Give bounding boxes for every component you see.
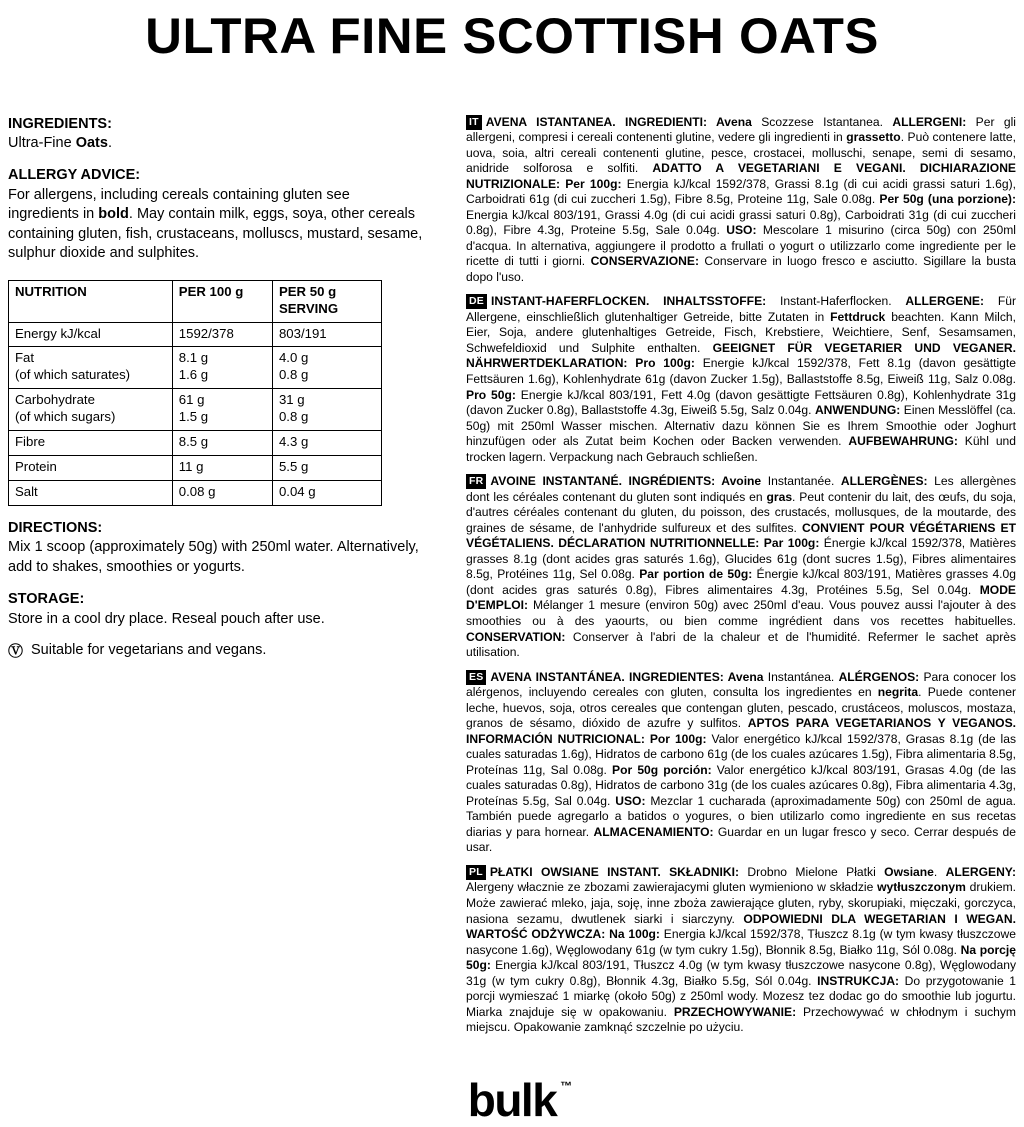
table-row — [9, 455, 382, 480]
row-per50-sub: 0.8 g — [278, 409, 309, 425]
product-label-page — [0, 10, 1024, 1127]
row-name — [9, 389, 173, 431]
allergy-advice-label: ALLERGY ADVICE: — [8, 167, 141, 184]
language-code-es: ES — [466, 670, 486, 685]
row-per50-text: 0.04 g — [278, 483, 316, 499]
table-row — [9, 389, 382, 431]
content-columns — [0, 63, 1024, 1045]
ingredients-text-bold: Oats — [75, 135, 108, 152]
row-per100-text: 8.1 g — [178, 350, 209, 366]
language-block-pl — [466, 865, 1016, 1036]
header-nutrition: NUTRITION — [9, 280, 173, 322]
language-block-fr — [466, 474, 1016, 660]
row-per100 — [172, 347, 272, 389]
ingredients-text-post: . — [107, 135, 112, 152]
row-per100-text: 8.5 g — [178, 433, 209, 449]
row-per100-text: 0.08 g — [178, 483, 216, 499]
row-name-sub: (of which sugars) — [15, 409, 116, 425]
language-text-de: INSTANT-HAFERFLOCKEN. INHALTSSTOFFE: Instant-Haferflocken. ALLERGENE: Für Allergene, einschließlich glutenhaltiger Getreide, bitte Zutaten in Fettdruck beachten. Kann Milch, Eier, Soja, andere glutenhaltiges Getreide, Fisch, Krebstiere, Weichtiere, Senf, Sesamsamen, Schwefeldioxid und Sulphite enthalten. GEEIGNET FÜR VEGETARIER UND VEGANER. NÄHRWERTDEKLARATION: Pro 100g: Energie kJ/kcal 1592/378, Fett 8.1g (davon gesättigte Fettsäuren 1.6g), Kohlenhydrate 61g (davon Zucker 1.5g), Ballaststoffe 8.5g, Eiweiß 11g, Salz 0.08g. Pro 50g: Energie kJ/kcal 803/191, Fett 4.0g (davon gesättigte Fettsäuren 0.8g), Kohlenhydrate 31g (davon Zucker 0.8g), Ballaststoffe 4.3g, Eiweiß 5.5g, Salz 0.04g. ANWENDUNG: Einen Messlöffel (ca. 50g) mit 250ml Wasser mischen. Alternativ dazu können Sie es Ihrem Smoothie oder Joghurt hinzufügen oder als Zutat beim Kochen oder Backen verwenden. AUFBEWAHRUNG: Kühl und trocken lagern. Verpackung nach Gebrauch schließen. — [466, 294, 1017, 464]
allergy-advice-text — [8, 186, 438, 264]
allergy-line-4: sulphur dioxide and sulphites. — [8, 245, 200, 262]
row-per50-text: 5.5 g — [278, 458, 309, 474]
vegetarian-suitability — [8, 642, 438, 660]
page-title: ULTRA FINE SCOTTISH OATS — [145, 8, 879, 64]
language-text-it: AVENA ISTANTANEA. INGREDIENTI: Avena Scozzese Istantanea. ALLERGENI: Per gli allergeni, compresi i cereali contenenti glutine, vedere gli ingredienti in grassetto. Può contenere latte, uova, soia, altri cereali contenenti glutine, pesce, crostacei, molluschi, senape, semi di sesamo, anidride solforosa e solfiti. ADATTO A VEGETARIANI E VEGANI. DICHIARAZIONE NUTRIZIONALE: Per 100g: Energia kJ/kcal 1592/378, Grassi 8.1g (di cui acidi grassi saturi 1.6g), Carboidrati 61g (di cui zuccheri 1.5g), Fibre 8.5g, Proteine 11g, Sale 0.08g. Per 50g (una porzione): Energia kJ/kcal 803/191, Grassi 4.0g (di cui acidi grassi saturi 0.8g), Carboidrati 31g (di cui zuccheri 0.8g), Fibre 4.3g, Proteine 5.5g, Sale 0.04g. USO: Mescolare 1 misurino (circa 50g) con 250ml d'acqua. In alternativa, aggiungere il prodotto a frullati o yogurt o utilizzarlo come ingrediente per le ricette di tutti i giorni. CONSERVAZIONE: Conservare in luogo fresco e asciutto. Sigillare la busta dopo l'uso. — [466, 114, 1016, 284]
vegetarian-text: Suitable for vegetarians and vegans. — [31, 642, 267, 659]
row-name — [9, 430, 173, 455]
directions-line-2: add to shakes, smoothies or yogurts. — [8, 558, 245, 575]
row-per50-text: 4.0 g — [278, 350, 309, 366]
brand-logo-text: bulk — [467, 1074, 557, 1126]
spacer — [8, 506, 438, 519]
row-per100-text: 1592/378 — [178, 325, 234, 341]
allergy-bold-word: bold — [98, 206, 129, 223]
row-per100-sub: 1.6 g — [178, 367, 209, 383]
language-code-fr: FR — [466, 474, 486, 489]
row-name-text: Fat — [15, 350, 35, 366]
row-name — [9, 347, 173, 389]
multilingual-column — [466, 115, 1016, 1045]
allergy-line-2a: ingredients in — [8, 206, 99, 223]
storage-text: Store in a cool dry place. Reseal pouch after use. — [8, 610, 325, 627]
language-code-de: DE — [466, 294, 487, 309]
allergy-line-2b: . May contain milk, eggs, soya, other cereals — [128, 206, 415, 223]
language-text-fr: AVOINE INSTANTANÉ. INGRÉDIENTS: Avoine Instantanée. ALLERGÈNES: Les allergènes dont les céréales contenant du gluten sont indiqués en gras. Peut contenir du lait, des œufs, du soja, d'autres céréales contenant du gluten, du poisson, des crustacés, mollusques, de la moutarde, des graines de sésame, de l'anhydride sulfureux et des sulfites. CONVIENT POUR VÉGÉTARIENS ET VÉGÉTALIENS. DÉCLARATION NUTRITIONNELLE: Par 100g: Énergie kJ/kcal 1592/378, Matières grasses 8.1g (dont acides gras saturés 1.6g), Glucides 61g (dont sucres 1.5g), Fibres alimentaires 8.5g, Protéines 11g, Sel 0.08g. Par portion de 50g: Énergie kJ/kcal 803/191, Matières grasses 4.0g (dont acides gras saturés 0.8g), Fibres alimentaires 4.3g, Protéines 5.5g, Sel 0.04g. MODE D'EMPLOI: Mélanger 1 mesure (environ 50g) avec 250ml d'eau. Vous pouvez aussi l'ajouter à des smoothies ou à des yaourts, ou bien comme ingrédient dans vos recettes habituelles. CONSERVATION: Conserver à l'abri de la chaleur et de l'humidité. Refermer le sachet après utilisation. — [466, 474, 1016, 660]
row-per100-text: 61 g — [178, 392, 205, 408]
spacer — [8, 153, 438, 166]
trademark-symbol: ™ — [560, 1079, 573, 1093]
language-text-pl: PŁATKI OWSIANE INSTANT. SKŁADNIKI: Drobno Mielone Płatki Owsiane. ALERGENY: Alergeny włacznie ze zbozami zawierajacymi gluten wymieniono w składzie wytłuszczonym drukiem. Może zawierać mleko, jaja, soję, inne zboża zawierające gluten, ryby, skorupiaki, mięczaki, gorczyca, nasiona sezamu, dwutlenek siarki i siarczyny. ODPOWIEDNI DLA WEGETARIAN I WEGAN. WARTOŚĆ ODŻYWCZA: Na 100g: Energia kJ/kcal 1592/378, Tłuszcz 8.1g (w tym kwasy tłuszczowe nasycone 1.6g), Węglowodany 61g (w tym cukry 1.5g), Błonnik 8.5g, Białko 11g, Sól 0.08g. Na porcję 50g: Energia kJ/kcal 803/191, Tłuszcz 4.0g (w tym kwasy tłuszczowe nasycone 0.8g), Węglowodany 31g (w tym cukry 0.8g), Błonnik 4.3g, Białko 5.5g, Sól 0.04g. INSTRUKCJA: Do przygotowanie 1 porcji wymieszać 1 miarkę (około 50g) z 250ml wody. Mozesz tez dodac go do smoothie lub jogurtu. Miarka znajduje się w opakowaniu. PRZECHOWYWANIE: Przechowywać w chłodnym i suchym miejscu. Opakowanie zamknąć szczelnie po użyciu. — [466, 864, 1016, 1035]
row-name-text: Energy kJ/kcal — [15, 325, 101, 341]
row-per50 — [272, 480, 381, 505]
storage-label: STORAGE: — [8, 591, 85, 608]
language-code-it: IT — [466, 115, 482, 130]
language-block-es — [466, 670, 1016, 856]
row-name — [9, 455, 173, 480]
row-name-text: Fibre — [15, 433, 46, 449]
row-per100 — [172, 430, 272, 455]
row-name — [9, 322, 173, 347]
row-per100-sub: 1.5 g — [178, 409, 209, 425]
row-per50-text: 803/191 — [278, 325, 327, 341]
vegetarian-icon: Ⓥ — [8, 643, 24, 661]
table-row — [9, 322, 382, 347]
row-per50-text: 31 g — [278, 392, 305, 408]
directions-text — [8, 538, 438, 577]
row-per50 — [272, 347, 381, 389]
row-name-sub: (of which saturates) — [15, 367, 131, 383]
row-per100 — [172, 322, 272, 347]
spacer — [8, 577, 438, 590]
row-per50-text: 4.3 g — [278, 433, 309, 449]
row-per100-text: 11 g — [178, 458, 204, 474]
row-per50 — [272, 430, 381, 455]
table-header-row — [9, 280, 382, 322]
row-name-text: Carbohydrate — [15, 392, 95, 408]
row-name — [9, 480, 173, 505]
language-block-de — [466, 294, 1016, 465]
row-per50 — [272, 389, 381, 431]
ingredients-label: INGREDIENTS: — [8, 115, 112, 132]
directions-label: DIRECTIONS: — [8, 519, 103, 536]
table-row — [9, 347, 382, 389]
english-info-column — [8, 115, 438, 1045]
language-text-es: AVENA INSTANTÁNEA. INGREDIENTES: Avena Instantánea. ALÉRGENOS: Para conocer los alérgenos, incluyendo cereales con gluten, consulta los ingredientes en negrita. Puede contener leche, huevos, soja, otros cereales que contengan gluten, pescado, crustáceos, moluscos, mostaza, granos de sésamo, dióxido de azufre y sulfitos. APTOS PARA VEGETARIANOS Y VEGANOS. INFORMACIÓN NUTRICIONAL: Por 100g: Valor energético kJ/kcal 1592/378, Grasas 8.1g (de las cuales saturadas 1.6g), Hidratos de carbono 61g (de los cuales azúcares 1.5g), Fibra alimentaria 8.5g, Proteínas 11g, Sal 0.08g. Por 50g porción: Valor energético kJ/kcal 803/191, Grasas 4.0g (de las cuales saturadas 0.8g), Hidratos de carbono 31g (de los cuales azúcares 0.8g), Fibra alimentaria 4.3g, Proteínas 5.5g, Sal 0.04g. USO: Mezclar 1 cucharada (aproximadamente 50g) con 250ml de agua. También puede agregarlo a batidos o yogures, o bien utilizarlo como ingrediente en sus recetas diarias y para hornear. ALMACENAMIENTO: Guardar en un lugar fresco y seco. Cerrar después de usar. — [466, 669, 1017, 855]
row-per100 — [172, 480, 272, 505]
allergy-line-1: For allergens, including cereals containing gluten see — [8, 187, 350, 204]
table-row — [9, 480, 382, 505]
header-per-50g: PER 50 g SERVING — [272, 280, 381, 322]
header-per-100g: PER 100 g — [172, 280, 272, 322]
ingredients-text-pre: Ultra-Fine — [8, 135, 76, 152]
row-per50 — [272, 322, 381, 347]
allergy-line-3: containing gluten, fish, crustaceans, molluscs, mustard, sesame, — [8, 225, 423, 242]
row-name-text: Protein — [15, 458, 57, 474]
language-code-pl: PL — [466, 865, 486, 880]
row-per50 — [272, 455, 381, 480]
language-block-it — [466, 115, 1016, 286]
directions-line-1: Mix 1 scoop (approximately 50g) with 250ml water. Alternatively, — [8, 539, 419, 556]
table-row — [9, 430, 382, 455]
footer — [0, 1073, 1024, 1127]
ingredients-text — [8, 134, 438, 153]
row-per100 — [172, 455, 272, 480]
row-name-text: Salt — [15, 483, 38, 499]
nutrition-table — [8, 280, 382, 506]
brand-logo — [467, 1073, 573, 1127]
row-per100 — [172, 389, 272, 431]
row-per50-sub: 0.8 g — [278, 367, 309, 383]
